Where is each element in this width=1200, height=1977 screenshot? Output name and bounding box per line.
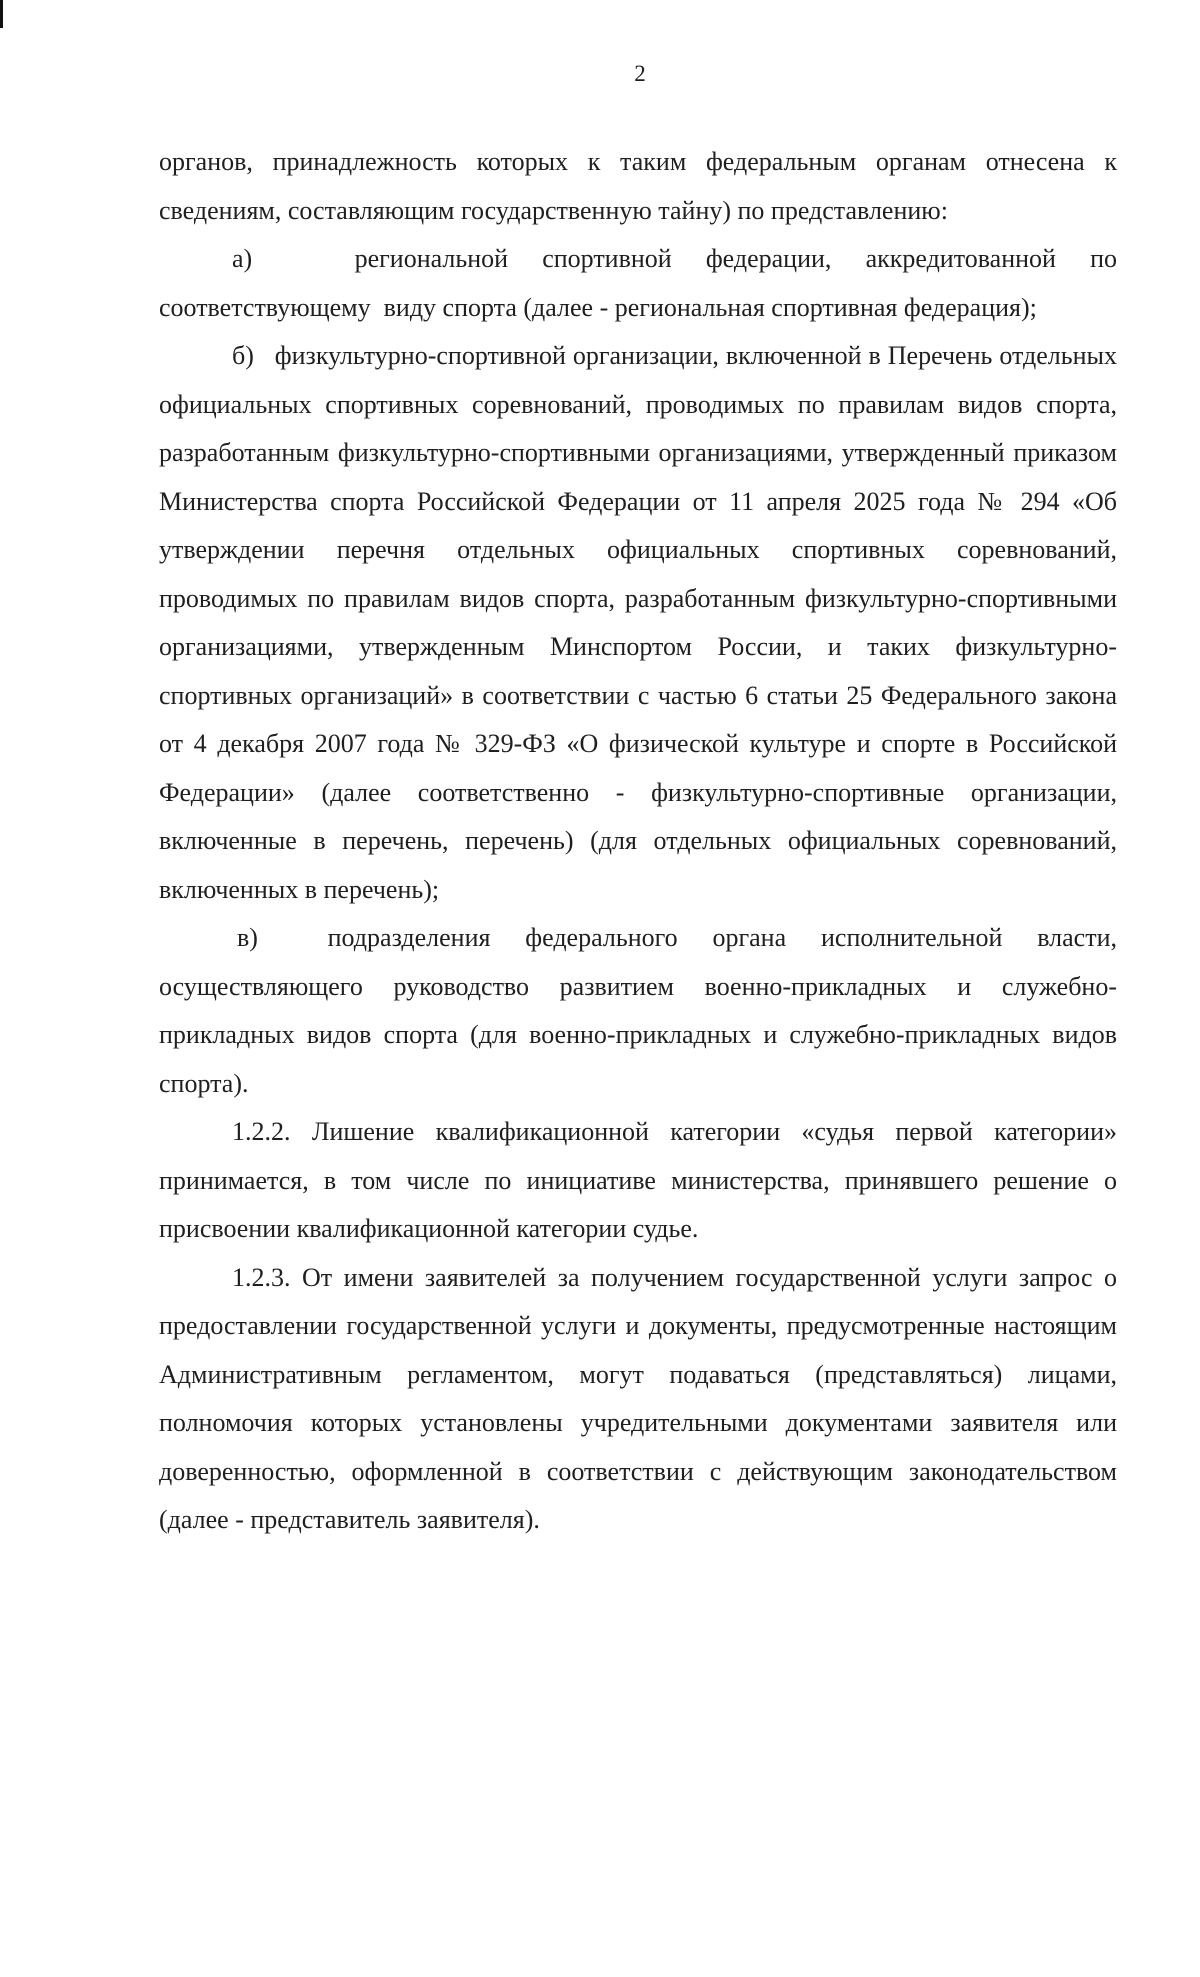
paragraph-item-b: б) физкультурно-спортивной организации, включенной в Перечень отдельных официальных спортивных соревнований, проводимых по правилам видов спорта, разработанным физкультурно-спортивными организациями, утвержденный приказом Министерства спорта Российской Федерации от 11 апреля 2025 года № 294 «Об утверждении перечня отдельных официальных спортивных соревнований, проводимых по правилам видов спорта, разработанным физкультурно-спортивными организациями, утвержденным Минспортом России, и таких физкультурно-спортивных организаций» в соответствии с частью 6 статьи 25 Федерального закона от 4 декабря 2007 года № 329-ФЗ «О физической культуре и спорте в Российской Федерации» (далее соответственно - физкультурно-спортивные организации, включенные в перечень, перечень) (для отдельных официальных соревнований, включенных в перечень); — [159, 341, 1117, 904]
paragraph-item-a: а) региональной спортивной федерации, аккредитованной по соответствующему виду спорта (далее - региональная спортивная федерация); — [159, 244, 1117, 322]
scan-edge-mark — [0, 0, 3, 28]
paragraph-continuation: органов, принадлежность которых к таким федеральным органам отнесена к сведениям, составляющим государственную тайну) по представлению: — [159, 147, 1117, 225]
document-body — [159, 138, 1117, 1545]
paragraph-1-2-2: 1.2.2. Лишение квалификационной категории «судья первой категории» принимается, в том числе по инициативе министерства, принявшего решение о присвоении квалификационной категории судье. — [159, 1117, 1117, 1243]
paragraph-1-2-3: 1.2.3. От имени заявителей за получением государственной услуги запрос о предоставлении государственной услуги и документы, предусмотренные настоящим Административным регламентом, могут подаваться (представляться) лицами, полномочия которых установлены учредительными документами заявителя или доверенностью, оформленной в соответствии с действующим законодательством (далее - представитель заявителя). — [159, 1262, 1117, 1534]
page-number: 2 — [634, 61, 646, 86]
paragraph-item-v: в) подразделения федерального органа исполнительной власти, осуществляющего руководство развитием военно-прикладных и служебно-прикладных видов спорта (для военно-прикладных и служебно-прикладных видов спорта). — [159, 923, 1117, 1098]
